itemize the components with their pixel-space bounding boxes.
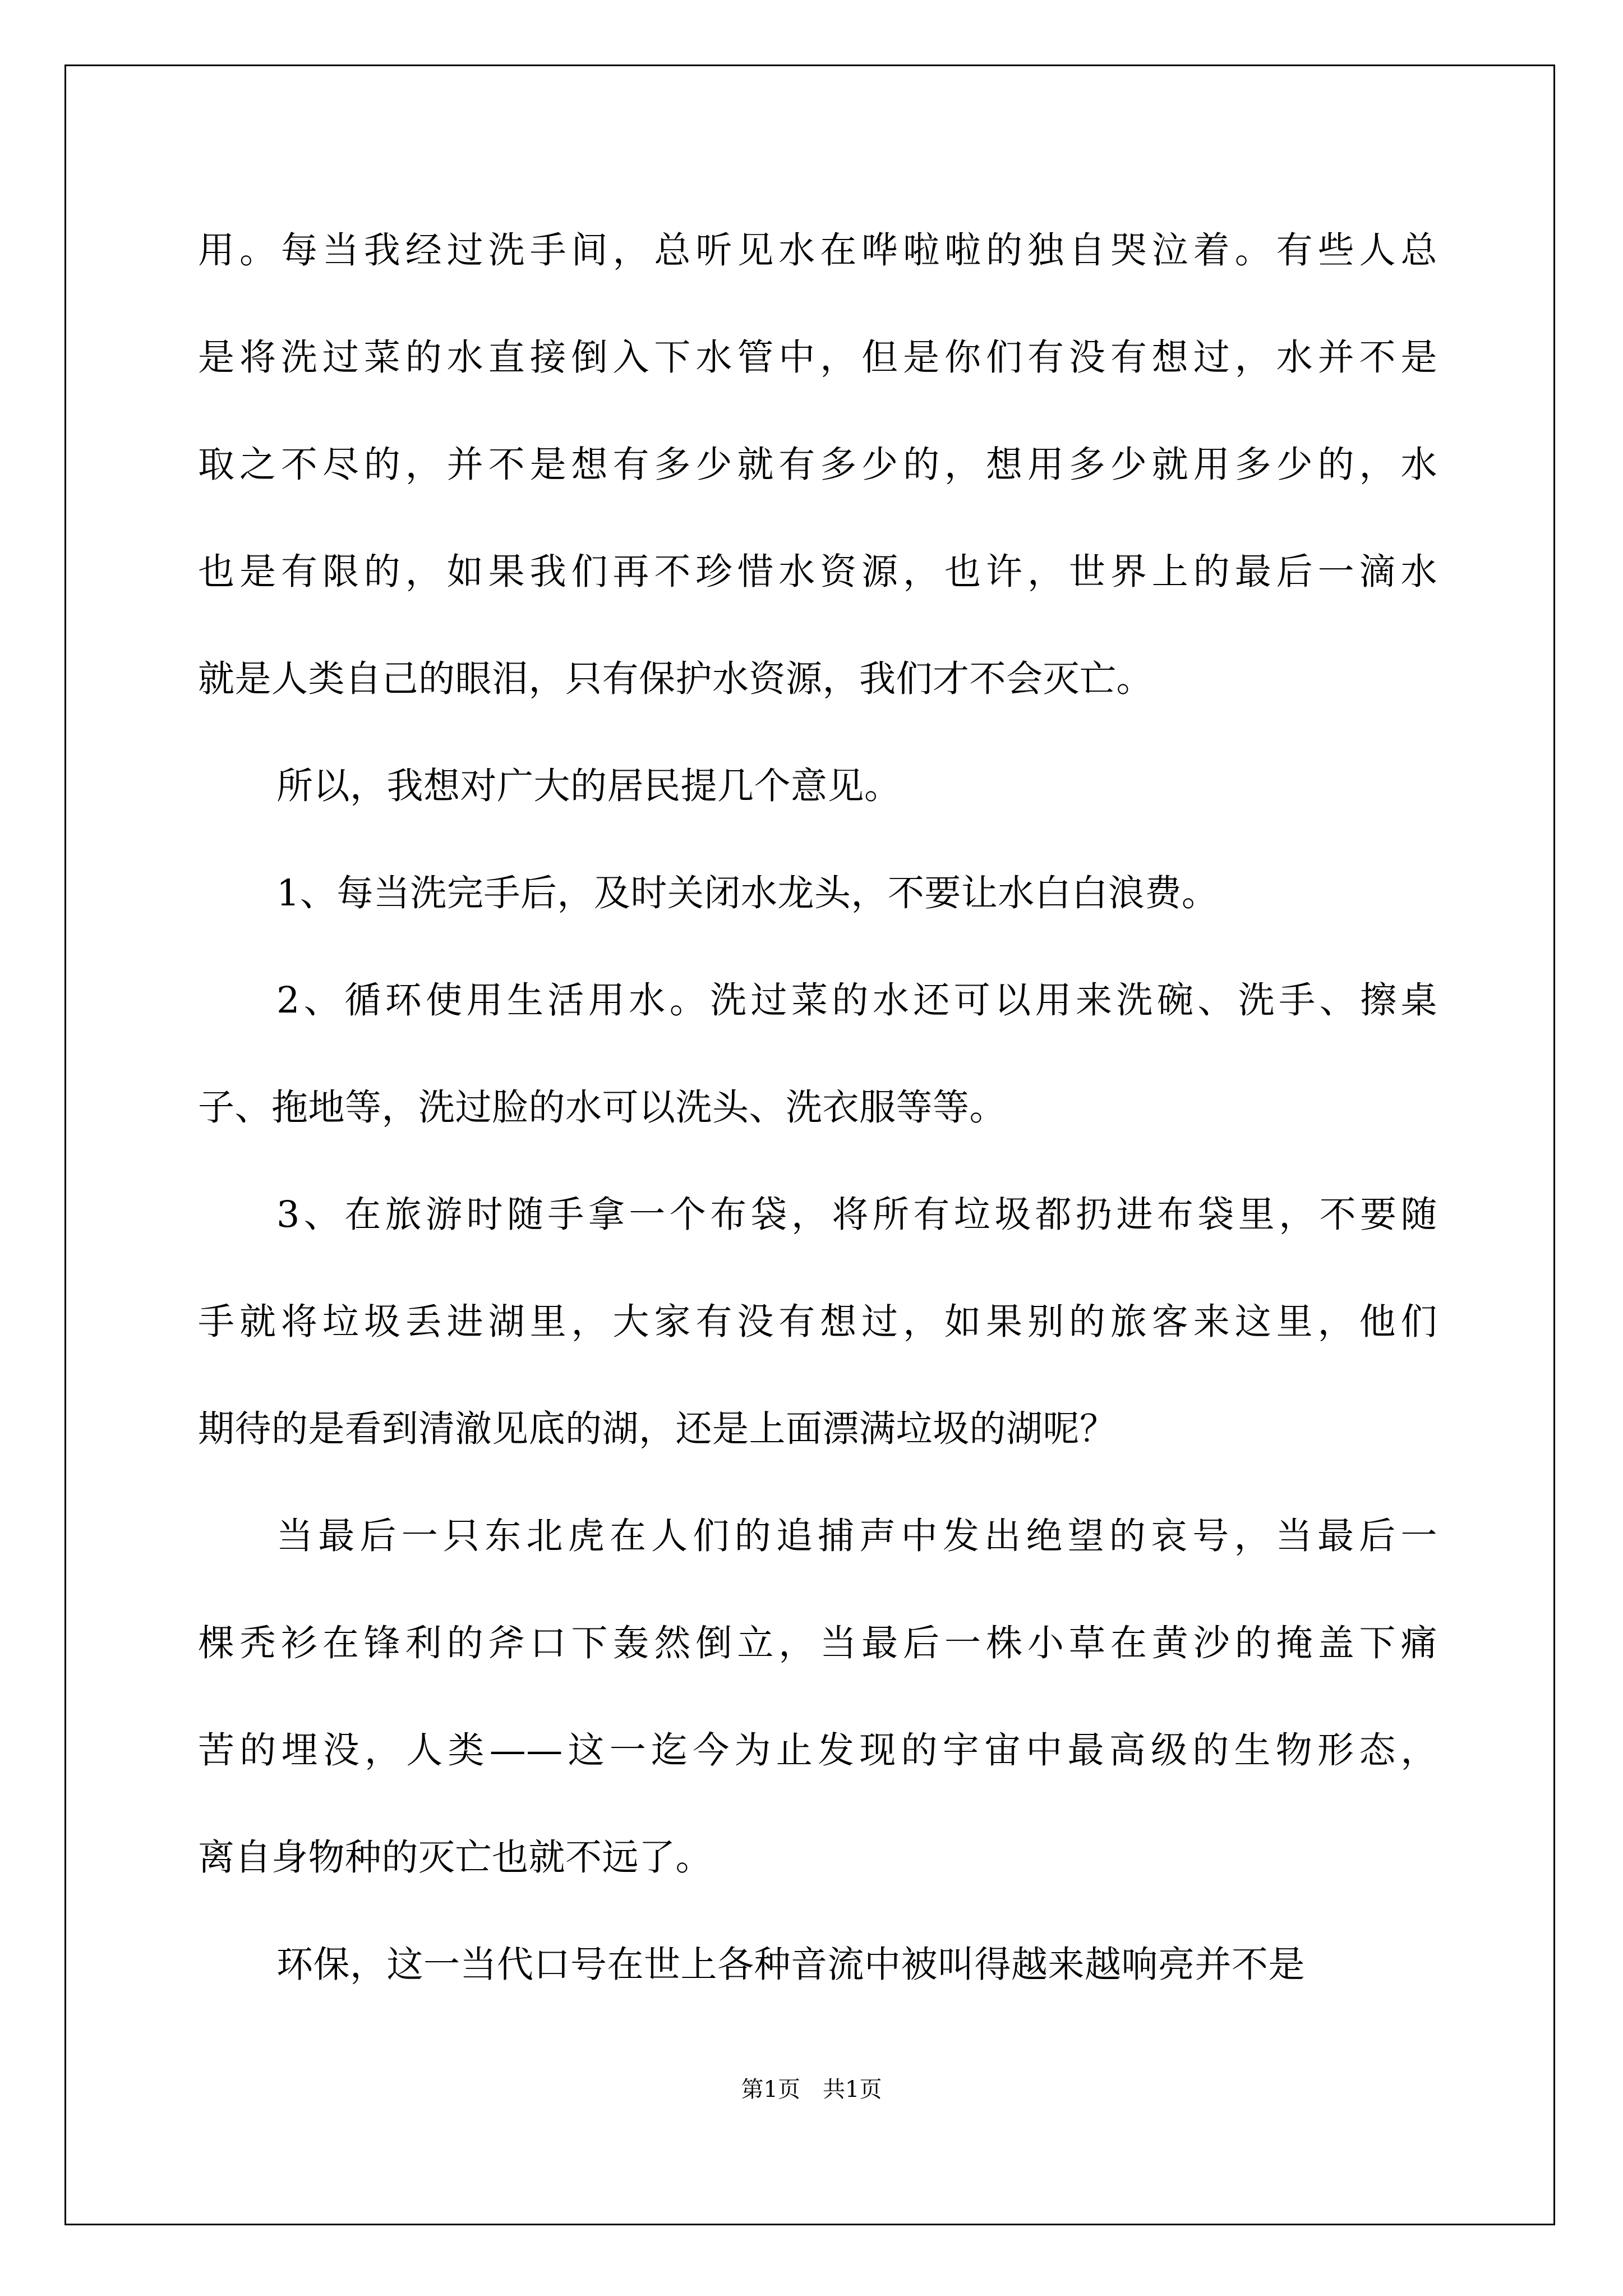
text-line-17: 环保，这一当代口号在世上各种音流中被叫得越来越响亮并不是 [276,1944,1306,1986]
page-number-footer: 第1页 共1页 [741,2077,882,2102]
text-line-16: 离自身物种的灭亡也就不远了。 [198,1837,713,1879]
text-line-7: 1、每当洗完手后，及时关闭水龙头，不要让水白白浪费。 [276,872,1219,914]
text-line-14: 棵秃衫在锋利的斧口下轰然倒立，当最后一株小草在黄沙的掩盖下痛 [198,1622,1437,1664]
text-line-1: 用。每当我经过洗手间，总听见水在哗啦啦的独自哭泣着。有些人总 [198,229,1437,272]
text-line-4: 也是有限的，如果我们再不珍惜水资源，也许，世界上的最后一滴水 [198,551,1437,593]
text-line-13: 当最后一只东北虎在人们的追捕声中发出绝望的哀号，当最后一 [276,1515,1437,1557]
text-line-6: 所以，我想对广大的居民提几个意见。 [276,765,901,807]
text-line-5: 就是人类自己的眼泪，只有保护水资源，我们才不会灭亡。 [198,658,1154,700]
text-line-12: 期待的是看到清澈见底的湖，还是上面漂满垃圾的湖呢？ [198,1408,1117,1450]
text-line-3: 取之不尽的，并不是想有多少就有多少的，想用多少就用多少的，水 [198,444,1437,486]
text-line-8: 2、循环使用生活用水。洗过菜的水还可以用来洗碗、洗手、擦桌 [276,979,1437,1022]
text-line-15: 苦的埋没，人类——这一迄今为止发现的宇宙中最高级的生物形态， [198,1729,1437,1772]
text-line-11: 手就将垃圾丢进湖里，大家有没有想过，如果别的旅客来这里，他们 [198,1301,1437,1343]
text-line-10: 3、在旅游时随手拿一个布袋，将所有垃圾都扔进布袋里，不要随 [276,1194,1437,1236]
text-line-2: 是将洗过菜的水直接倒入下水管中，但是你们有没有想过，水并不是 [198,337,1437,379]
text-line-9: 子、拖地等，洗过脸的水可以洗头、洗衣服等等。 [198,1087,1007,1129]
